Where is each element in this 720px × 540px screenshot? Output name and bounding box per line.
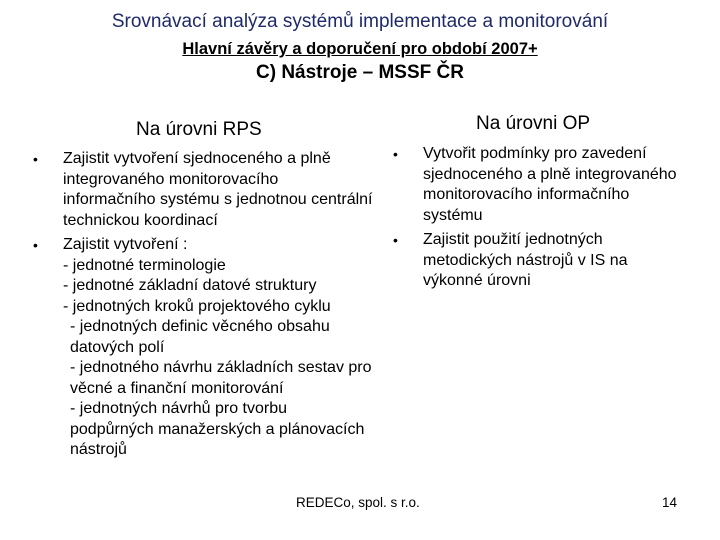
left-bullet-item (33, 235, 375, 461)
sub-item-text: - jednotné terminologie (63, 256, 226, 274)
bullet-icon: • (33, 237, 38, 253)
sub-item-text: - jednotného návrhu základních sestav pro věcné a finanční monitorování (70, 359, 372, 397)
bullet-icon: • (393, 146, 398, 162)
right-column-heading: Na úrovni OP (476, 113, 591, 134)
sub-item-text: - jednotné základní datové struktury (63, 277, 317, 294)
left-bullet-list (33, 149, 375, 465)
sub-item-text: - jednotných kroků projektového cyklu (63, 297, 331, 315)
right-bullet-item (393, 144, 685, 226)
footer-company: REDECo, spol. s r.o. (296, 495, 420, 510)
right-bullet-list (393, 144, 685, 296)
bullet-text: Vytvořit podmínky pro zavedení sjednoceného a plně integrovaného monitorovacího informačního systému (423, 145, 677, 224)
bullet-icon: • (393, 232, 398, 248)
slide-subtitle: Hlavní závěry a doporučení pro období 2007+ (182, 40, 538, 58)
bullet-icon: • (33, 151, 38, 167)
section-heading: C) Nástroje – MSSF ČR (256, 62, 464, 83)
right-bullet-item (393, 230, 685, 292)
left-bullet-item (33, 149, 375, 231)
slide-title: Srovnávací analýza systémů implementace a monitorování (111, 11, 609, 32)
left-column-heading: Na úrovni RPS (136, 119, 262, 140)
bullet-text: Zajistit použití jednotných metodických nástrojů v IS na výkonné úrovni (423, 231, 628, 289)
bullet-text: Zajistit vytvoření sjednoceného a plně integrovaného monitorovacího informačního systému s jednotnou centrální technickou koordinací (63, 150, 373, 229)
bullet-text: Zajistit vytvoření : (63, 236, 188, 253)
sub-item-text: - jednotných definic věcného obsahu datových polí (70, 318, 330, 356)
page-number: 14 (662, 495, 678, 510)
sub-item-text: - jednotných návrhů pro tvorbu podpůrných manažerských a plánovacích nástrojů (70, 400, 365, 458)
